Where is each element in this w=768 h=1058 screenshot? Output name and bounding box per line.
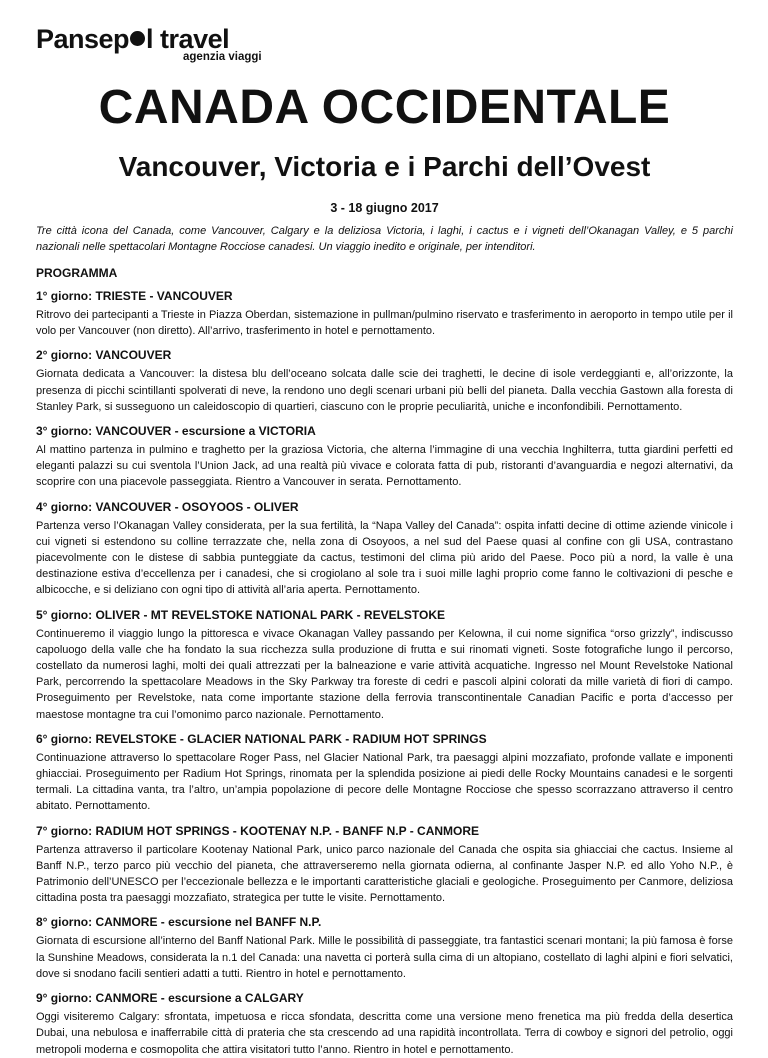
day-section [36,732,733,815]
day-text: Oggi visiteremo Calgary: sfrontata, impetuosa e ricca sfondata, descritta come una versione meno frenetica ma più fredda della desertica Dubai, una nebulosa e inafferrabile città di prateria che sta crescendo ad una rapidità incontrollata. Terra di cowboy e signori del petrolio, oggi metropoli moderna e cosmopolita che attira visitatori tutto l’anno. Rientro in hotel e pernottamento. [36,1011,733,1056]
logo-name: Pansep l travel [36,24,230,54]
day-section [36,824,733,907]
day-title: 9° giorno: CANMORE - escursione a CALGARY [36,991,304,1006]
day-section [36,424,733,491]
day-text: Continueremo il viaggio lungo la pittoresca e vivace Okanagan Valley passando per Kelowna, il cui nome significa “orso grizzly”, indiscusso capoluogo della valle che ha fondato la sua ricchezza sulla produzione di frutta e sui rinomati vigneti. Soste fotografiche lungo il percorso, costellato da numerosi laghi, molti dei quali attrezzati per la balneazione e varie attività acquatiche. Ingresso nel Mount Revelstoke National Park, percorrendo la spettacolare Meadows in the Sky Parkway tra foreste di cedri e pascoli alpini colorati da mille varietà di fiori di campo. Proseguimento per Revelstoke, nata come importante stazione della ferrovia transcontinentale Canadian Pacific e porta d’accesso per maestose montagne tra cui l’omonimo parco nazionale. Pernottamento. [36,627,733,721]
day-text: Giornata dedicata a Vancouver: la distesa blu dell’oceano solcata dalle scie dei traghetti, le decine di isole verdeggianti e, all’orizzonte, la presenza di picchi scintillanti spolverati di neve, la rendono uno degli scenari urbani più belli del pianeta. Dalla vecchia Gastown alla foresta di Stanley Park, si susseguono un caleidoscopio di quartieri, ciascuno con le proprie peculiarità, uniche e inconfondibili. Pernottamento. [36,368,733,413]
intro-paragraph: Tre città icona del Canada, come Vancouver, Calgary e la deliziosa Victoria, i laghi, i cactus e i vigneti dell’Okanagan Valley, e 5 parchi nazionali nelle spettacolari Montagne Rocciose canadesi. Un viaggio inedito e originale, per intenditori. [36,225,733,253]
day-title: 8° giorno: CANMORE - escursione nel BANFF N.P. [36,915,322,930]
day-section [36,991,733,1058]
company-logo [36,22,733,66]
day-text: Al mattino partenza in pulmino e traghetto per la graziosa Victoria, che alterna l’immagine di una vecchia Inghilterra, tutta giardini perfetti ed eleganti palazzi su cui sventola l’Union Jack, ad una realtà più vivace e colorata fatta di pub, ristoranti d’avanguardia e negozi alternativi, da scoprire con una piacevole passeggiata. Rientro a Vancouver in serata. Pernottamento. [36,444,733,489]
day-text: Partenza attraverso il particolare Kootenay National Park, unico parco nazionale del Canada che ospita sia ghiacciai che cactus. Insieme al Banff N.P., terzo parco più vecchio del pianeta, che attraverseremo nella giornata odierna, al confinante Jasper N.P. ed allo Yoho N.P., è Patrimonio dell’UNESCO per l’eccezionale bellezza e le importanti caratteristiche glaciali e geologiche. Proseguimento per Canmore, deliziosa cittadina posta tra paesaggi mozzafiato, strategica per tutte le visite. Pernottamento. [36,843,733,905]
day-text: Continuazione attraverso lo spettacolare Roger Pass, nel Glacier National Park, tra paesaggi alpini mozzafiato, profonde vallate e imponenti ghiacciai. Proseguimento per Radium Hot Springs, rinomata per la splendida posizione ai piedi delle Rocky Mountains canadesi e le sorgenti termali. La cittadina vanta, tra l’altro, un’ampia popolazione di pecore delle Montagne Rocciose che spesso scorrazzano attraverso il centro abitato. Pernottamento. [36,751,733,813]
day-title: 3° giorno: VANCOUVER - escursione a VICTORIA [36,424,316,439]
day-section [36,289,733,339]
program-heading: PROGRAMMA [36,266,118,280]
itinerary [36,289,733,1058]
day-text: Ritrovo dei partecipanti a Trieste in Piazza Oberdan, sistemazione in pullman/pulmino riservato e trasferimento in aeroporto in tempo utile per il volo per Vancouver (non diretto). All’arrivo, trasferimento in hotel e pernottamento. [36,309,733,338]
day-section [36,500,733,599]
day-title: 7° giorno: RADIUM HOT SPRINGS - KOOTENAY N.P. - BANFF N.P - CANMORE [36,823,480,838]
logo-dot-icon [130,31,145,46]
day-title: 1° giorno: TRIESTE - VANCOUVER [36,289,233,303]
day-section [36,915,733,982]
day-section [36,608,733,723]
document-page [36,22,733,1058]
day-text: Partenza verso l’Okanagan Valley considerata, per la sua fertilità, la “Napa Valley del Canada”: ospita infatti decine di ottime aziende vinicole i cui vigneti si estendono su colline terrazzate che, nella zona di Osoyoos, a nel sud del Paese quasi al confine con gli USA, contrastano piacevolmente con le distese di sabbia punteggiate da cactus, testimoni del clima più arido del Paese. Poco più a nord, la valle è una destinazione estiva d’eccellenza per i canadesi, che si crogiolano al sole tra i suoi mille laghi proprio come fanno le coltivazioni di pesche e albicocche, e si deliziano con ogni tipo di attività all’aria aperta. Pernottamento. [36,519,733,597]
day-title: 2° giorno: VANCOUVER [36,348,172,363]
day-title: 4° giorno: VANCOUVER - OSOYOOS - OLIVER [36,499,299,514]
logo-subtitle: agenzia viaggi [183,51,262,63]
page-subtitle: Vancouver, Victoria e i Parchi dell’Ovest [118,151,651,182]
page-title: CANADA OCCIDENTALE [98,81,671,134]
day-text: Giornata di escursione all’interno del Banff National Park. Mille le possibilità di passeggiate, tra fantastici scenari montani; la più famosa è forse la Sunshine Meadows, considerata la n.1 del Canada: una navetta ci porterà sulla cima di un altopiano, costellato di laghi alpini e fiori selvatici, dove si snodano facili sentieri adatti a tutti. Rientro in hotel e pernottamento. [36,935,733,980]
day-section [36,348,733,415]
trip-dates: 3 - 18 giugno 2017 [330,201,439,215]
day-title: 5° giorno: OLIVER - MT REVELSTOKE NATIONAL PARK - REVELSTOKE [36,607,446,622]
day-title: 6° giorno: REVELSTOKE - GLACIER NATIONAL PARK - RADIUM HOT SPRINGS [36,731,487,746]
